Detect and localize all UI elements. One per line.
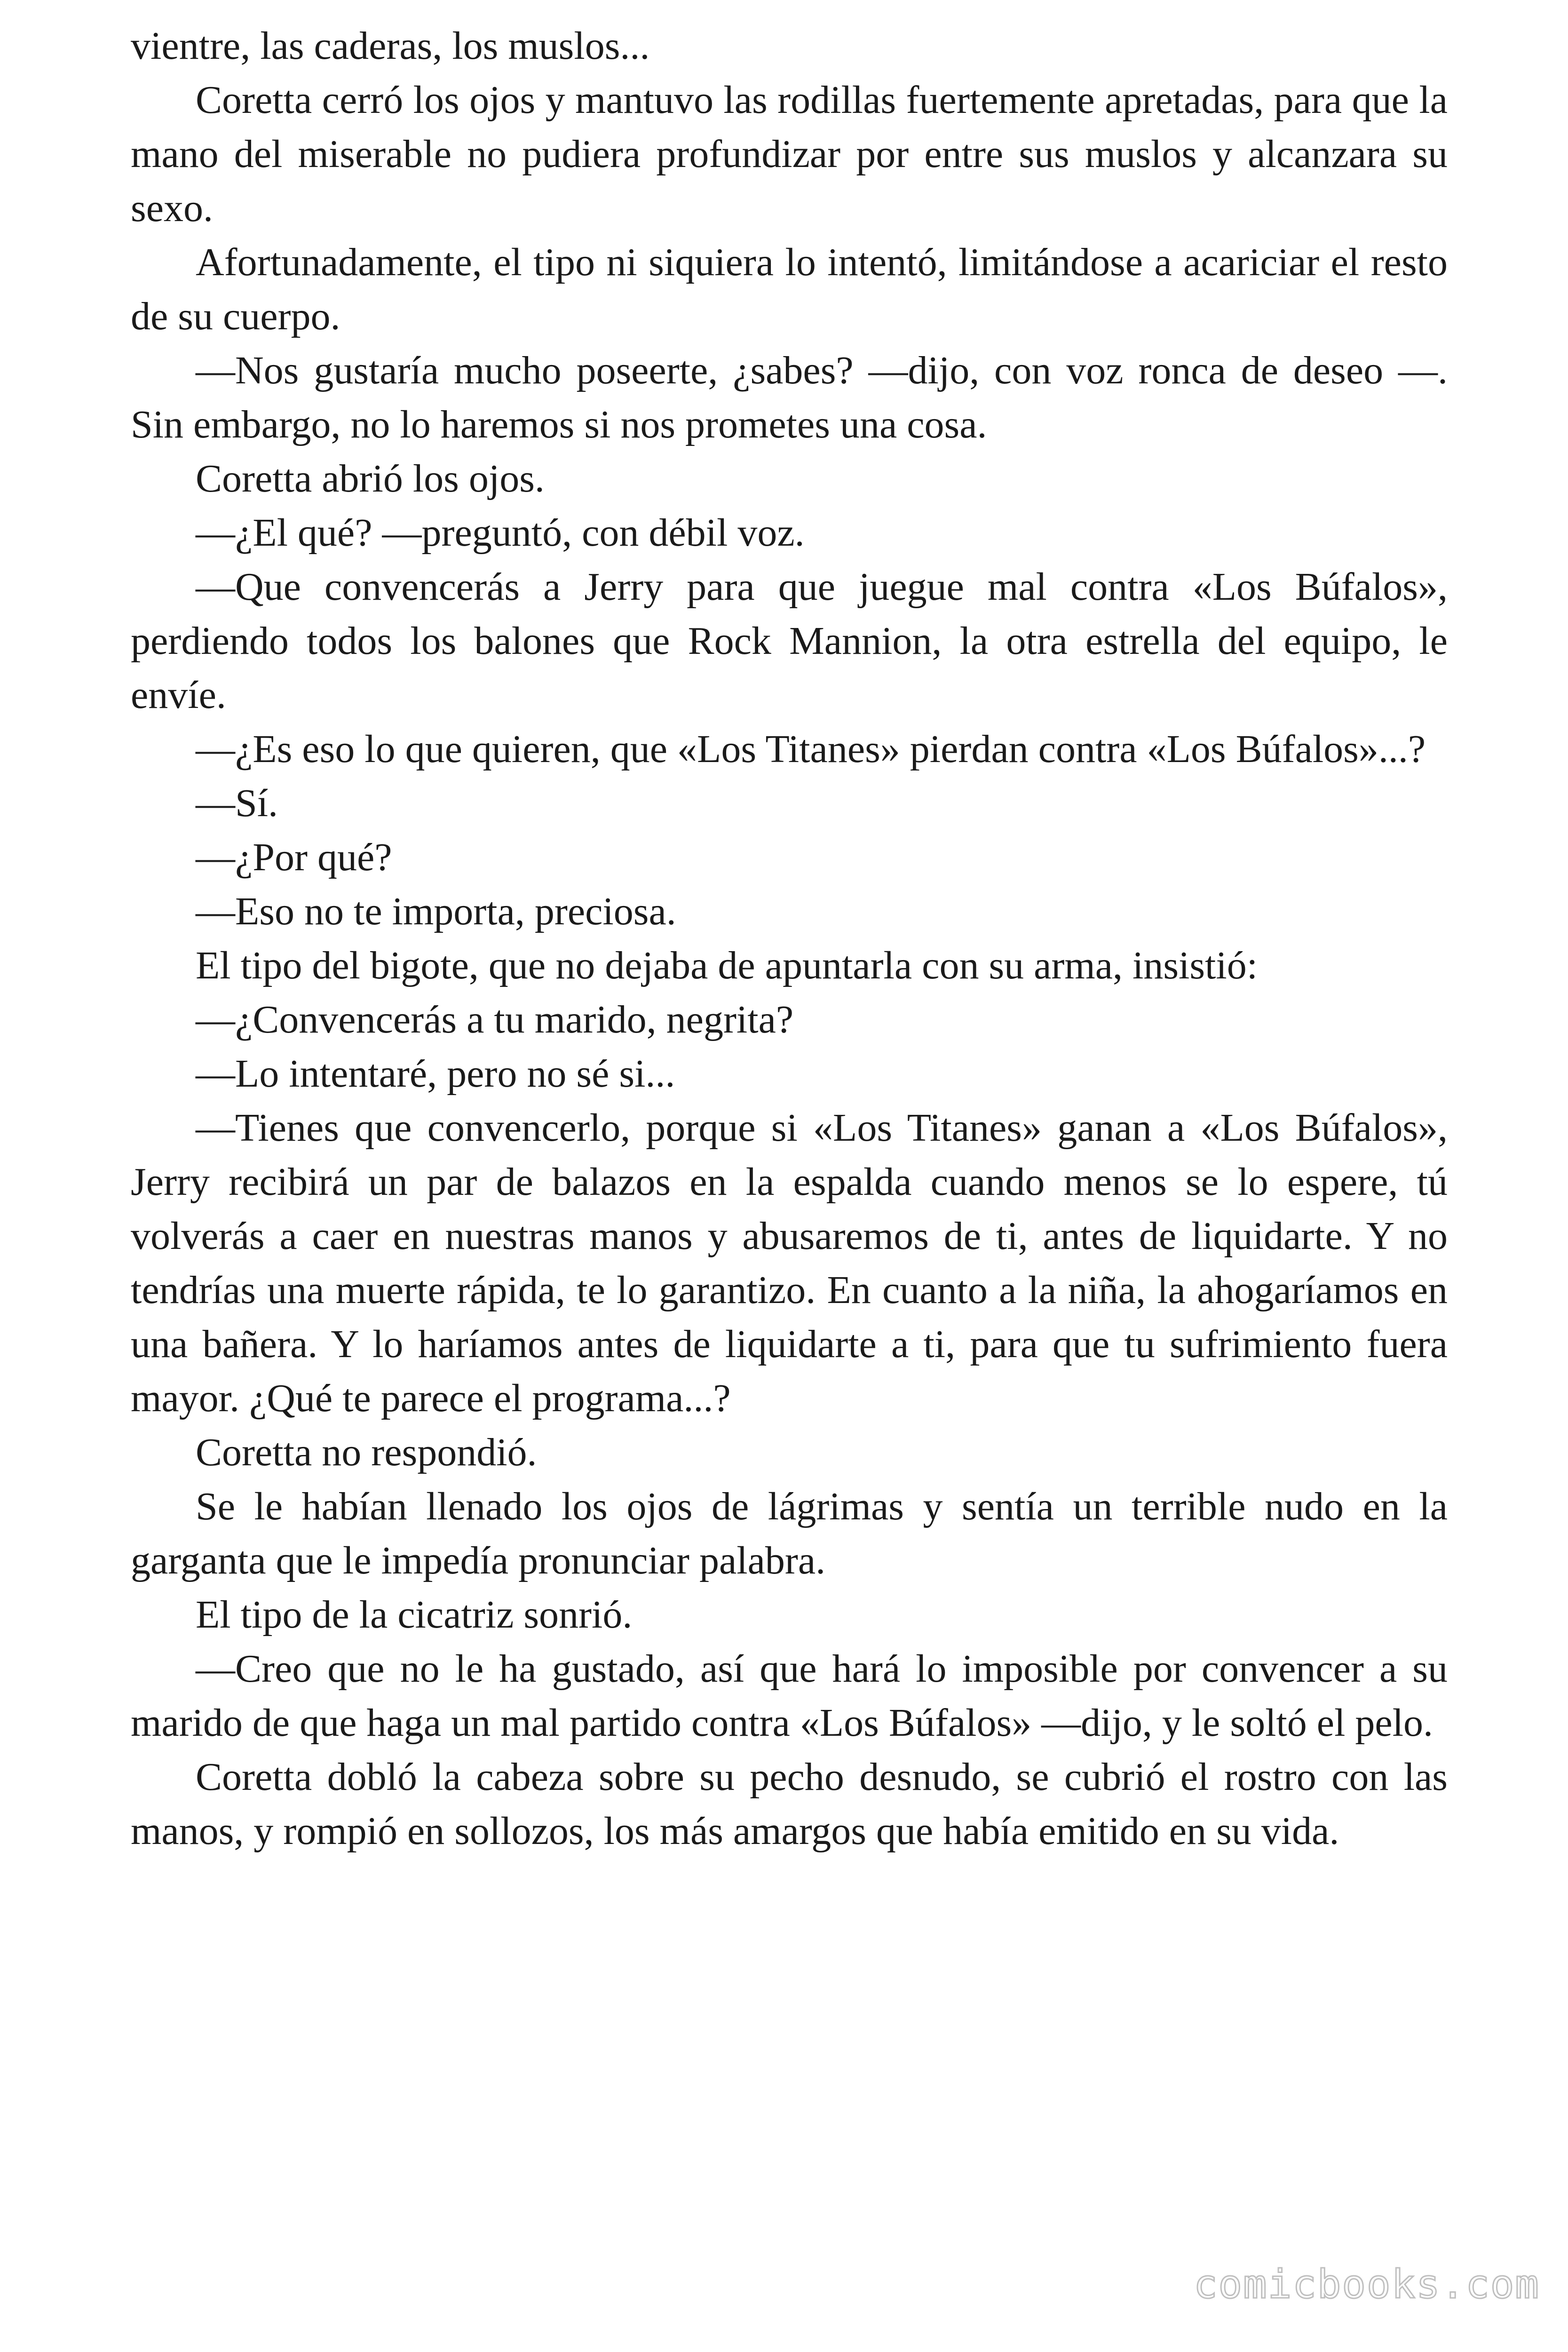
paragraph-16: Coretta no respondió. (196, 1430, 537, 1474)
paragraph-20: Coretta dobló la cabeza sobre su pecho desnudo, se cubrió el rostro con las manos, y rompió en sollozos, los más amargos que había emitido en su vida. (131, 1755, 1448, 1853)
paragraph-19: —Creo que no le ha gustado, así que hará lo imposible por convencer a su marido de que haga un mal partido contra «Los Búfalos» —dijo, y le soltó el pelo. (131, 1647, 1448, 1745)
paragraph-9: —Sí. (196, 781, 278, 825)
paragraph-7: —Que convencerás a Jerry para que juegue mal contra «Los Búfalos», perdiendo todos los balones que Rock Mannion, la otra estrella del equipo, le envíe. (131, 565, 1448, 717)
paragraph-14: —Lo intentaré, pero no sé si... (196, 1052, 675, 1096)
page-body (131, 19, 1448, 1858)
paragraph-10: —¿Por qué? (196, 835, 392, 879)
paragraph-12: El tipo del bigote, que no dejaba de apuntarla con su arma, insistió: (196, 944, 1258, 987)
paragraph-2: Coretta cerró los ojos y mantuvo las rodillas fuertemente apretadas, para que la mano del miserable no pudiera profundizar por entre sus muslos y alcanzara su sexo. (131, 78, 1448, 230)
paragraph-4: —Nos gustaría mucho poseerte, ¿sabes? —dijo, con voz ronca de deseo —. Sin embargo, no lo haremos si nos prometes una cosa. (131, 349, 1448, 446)
paragraph-17: Se le habían llenado los ojos de lágrimas y sentía un terrible nudo en la garganta que le impedía pronunciar palabra. (131, 1485, 1448, 1582)
paragraph-3: Afortunadamente, el tipo ni siquiera lo intentó, limitándose a acariciar el resto de su cuerpo. (131, 240, 1448, 338)
paragraph-15: —Tienes que convencerlo, porque si «Los Titanes» ganan a «Los Búfalos», Jerry recibirá un par de balazos en la espalda cuando menos se lo espere, tú volverás a caer en nuestras manos y abusaremos de ti, antes de liquidarte. Y no tendrías una muerte rápida, te lo garantizo. En cuanto a la niña, la ahogaríamos en una bañera. Y lo haríamos antes de liquidarte a ti, para que tu sufrimiento fuera mayor. ¿Qué te parece el programa...? (131, 1106, 1448, 1420)
paragraph-13: —¿Convencerás a tu marido, negrita? (196, 998, 794, 1041)
paragraph-11: —Eso no te importa, preciosa. (196, 890, 676, 933)
paragraph-5: Coretta abrió los ojos. (196, 457, 545, 501)
paragraph-8: —¿Es eso lo que quieren, que «Los Titanes» pierdan contra «Los Búfalos»...? (196, 727, 1426, 771)
paragraph-6: —¿El qué? —preguntó, con débil voz. (196, 511, 805, 555)
paragraph-1: vientre, las caderas, los muslos... (131, 24, 650, 68)
site-watermark: comicbooks.com (1193, 2261, 1540, 2307)
paragraph-18: El tipo de la cicatriz sonrió. (196, 1593, 633, 1637)
